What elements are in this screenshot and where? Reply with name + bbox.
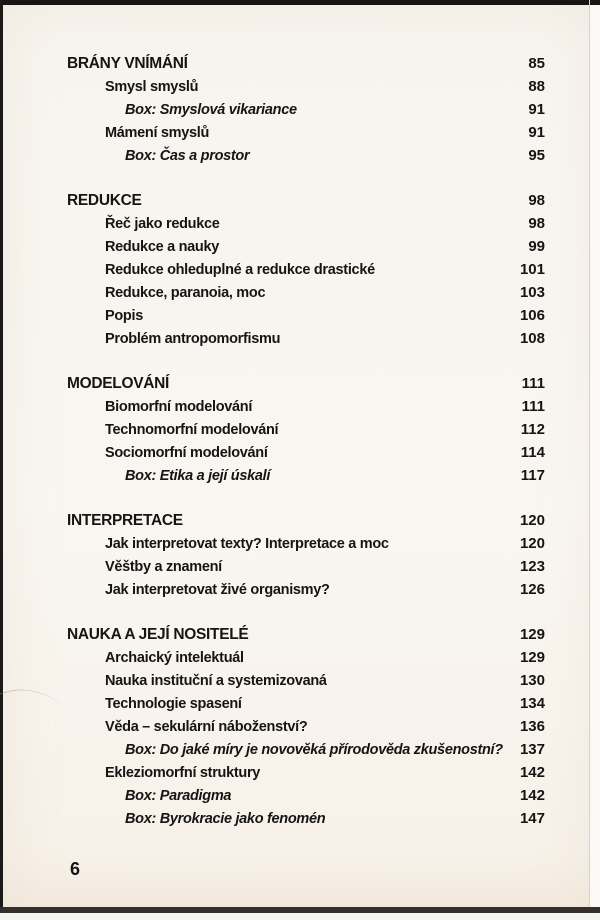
scan-edge-left (0, 0, 3, 920)
toc-entry-label: Jak interpretovat živé organismy? (105, 582, 330, 598)
scanner-background (590, 5, 600, 907)
toc-section-heading (67, 623, 545, 646)
toc-entry-label: Archaický intelektuál (105, 650, 244, 666)
toc-entry-label: Box: Paradigma (125, 788, 232, 804)
toc-entry-page: 134 (519, 695, 545, 712)
toc-entry-page: 111 (521, 398, 545, 415)
toc-entry-label: Redukce ohleduplné a redukce drastické (105, 262, 375, 278)
toc-entry-label: Ekleziomorfní struktury (105, 765, 261, 781)
toc-entry-page: 130 (519, 672, 545, 689)
toc-section-heading-page: 85 (528, 55, 545, 72)
toc-entry-label: Technologie spasení (105, 696, 242, 712)
toc-entry-label: Popis (105, 308, 143, 324)
scan-edge-right (589, 0, 590, 907)
toc-entry (67, 327, 545, 350)
toc-entry (67, 395, 545, 418)
toc-entry (67, 669, 545, 692)
toc-entry-page: 136 (519, 718, 545, 735)
toc-entry-label: Box: Smyslová vikariance (125, 102, 297, 118)
toc-entry (67, 144, 545, 167)
toc-entry-label: Technomorfní modelování (105, 422, 279, 438)
toc-entry-label: Redukce, paranoia, moc (105, 285, 266, 301)
toc-entry-label: Box: Do jaké míry je novověká přírodověda zkušenostní? (125, 742, 503, 758)
toc-entry-label: Box: Etika a její úskalí (125, 468, 271, 484)
toc-entry (67, 304, 545, 327)
toc-section-heading-page: 111 (521, 375, 545, 392)
toc-entry-page: 101 (519, 261, 545, 278)
toc-entry (67, 715, 545, 738)
toc-entry (67, 532, 545, 555)
toc-entry-label: Jak interpretovat texty? Interpretace a moc (105, 536, 389, 552)
toc-entry-page: 123 (519, 558, 545, 575)
toc-entry-page: 91 (528, 124, 545, 141)
toc-entry-page: 137 (519, 741, 545, 758)
toc-entry (67, 418, 545, 441)
toc-section-heading-page: 129 (519, 626, 545, 643)
toc-entry-page: 98 (528, 215, 545, 232)
toc-entry (67, 212, 545, 235)
toc-section (67, 372, 545, 487)
toc-entry-label: Sociomorfní modelování (105, 445, 268, 461)
toc-entry-page: 120 (519, 535, 545, 552)
toc-entry-label: Mámení smyslů (105, 125, 210, 141)
footer-page-number: 6 (70, 859, 80, 879)
toc-entry-page: 103 (519, 284, 545, 301)
table-of-contents (67, 52, 545, 852)
toc-entry (67, 441, 545, 464)
toc-section-heading-label: REDUKCE (67, 192, 142, 209)
toc-section-heading (67, 509, 545, 532)
toc-entry (67, 235, 545, 258)
toc-entry (67, 121, 545, 144)
toc-entry (67, 761, 545, 784)
toc-entry-label: Problém antropomorfismu (105, 331, 281, 347)
toc-entry (67, 281, 545, 304)
toc-section (67, 509, 545, 601)
toc-entry (67, 98, 545, 121)
toc-entry-page: 88 (528, 78, 545, 95)
toc-entry-page: 126 (519, 581, 545, 598)
toc-entry-label: Biomorfní modelování (105, 399, 253, 415)
toc-entry (67, 646, 545, 669)
toc-entry-page: 106 (519, 307, 545, 324)
toc-section-heading (67, 189, 545, 212)
toc-entry-label: Redukce a nauky (105, 239, 219, 255)
toc-section (67, 52, 545, 167)
toc-entry (67, 738, 545, 761)
toc-section (67, 189, 545, 350)
toc-entry-page: 95 (528, 147, 545, 164)
toc-entry-label: Nauka instituční a systemizovaná (105, 673, 327, 689)
toc-section-heading-page: 98 (528, 192, 545, 209)
scan-edge-top (0, 0, 600, 5)
toc-section-heading-label: INTERPRETACE (67, 512, 183, 529)
toc-section-heading-label: MODELOVÁNÍ (67, 375, 170, 392)
toc-entry-label: Box: Byrokracie jako fenomén (125, 811, 326, 827)
toc-entry (67, 258, 545, 281)
toc-section-heading-page: 120 (519, 512, 545, 529)
toc-entry (67, 555, 545, 578)
toc-entry-page: 91 (528, 101, 545, 118)
toc-entry-page: 117 (520, 467, 545, 484)
toc-entry-label: Věda – sekulární náboženství? (105, 719, 308, 735)
toc-entry-page: 142 (519, 787, 545, 804)
toc-entry-label: Smysl smyslů (105, 79, 199, 95)
toc-entry-page: 129 (519, 649, 545, 666)
toc-entry (67, 807, 545, 830)
toc-entry (67, 692, 545, 715)
toc-entry (67, 75, 545, 98)
toc-entry-page: 142 (519, 764, 545, 781)
toc-entry-page: 147 (519, 810, 545, 827)
toc-section-heading-label: BRÁNY VNÍMÁNÍ (67, 55, 188, 72)
scan-edge-bottom-margin (0, 913, 600, 920)
toc-section-heading (67, 52, 545, 75)
toc-entry (67, 578, 545, 601)
toc-entry (67, 784, 545, 807)
toc-entry-page: 114 (520, 444, 545, 461)
toc-section (67, 623, 545, 830)
toc-entry (67, 464, 545, 487)
toc-section-heading (67, 372, 545, 395)
toc-entry-label: Box: Čas a prostor (125, 148, 250, 164)
toc-entry-page: 112 (520, 421, 545, 438)
toc-entry-page: 99 (528, 238, 545, 255)
toc-entry-label: Věštby a znamení (105, 559, 222, 575)
toc-entry-label: Řeč jako redukce (105, 216, 220, 232)
toc-section-heading-label: NAUKA A JEJÍ NOSITELÉ (67, 626, 249, 643)
toc-entry-page: 108 (519, 330, 545, 347)
